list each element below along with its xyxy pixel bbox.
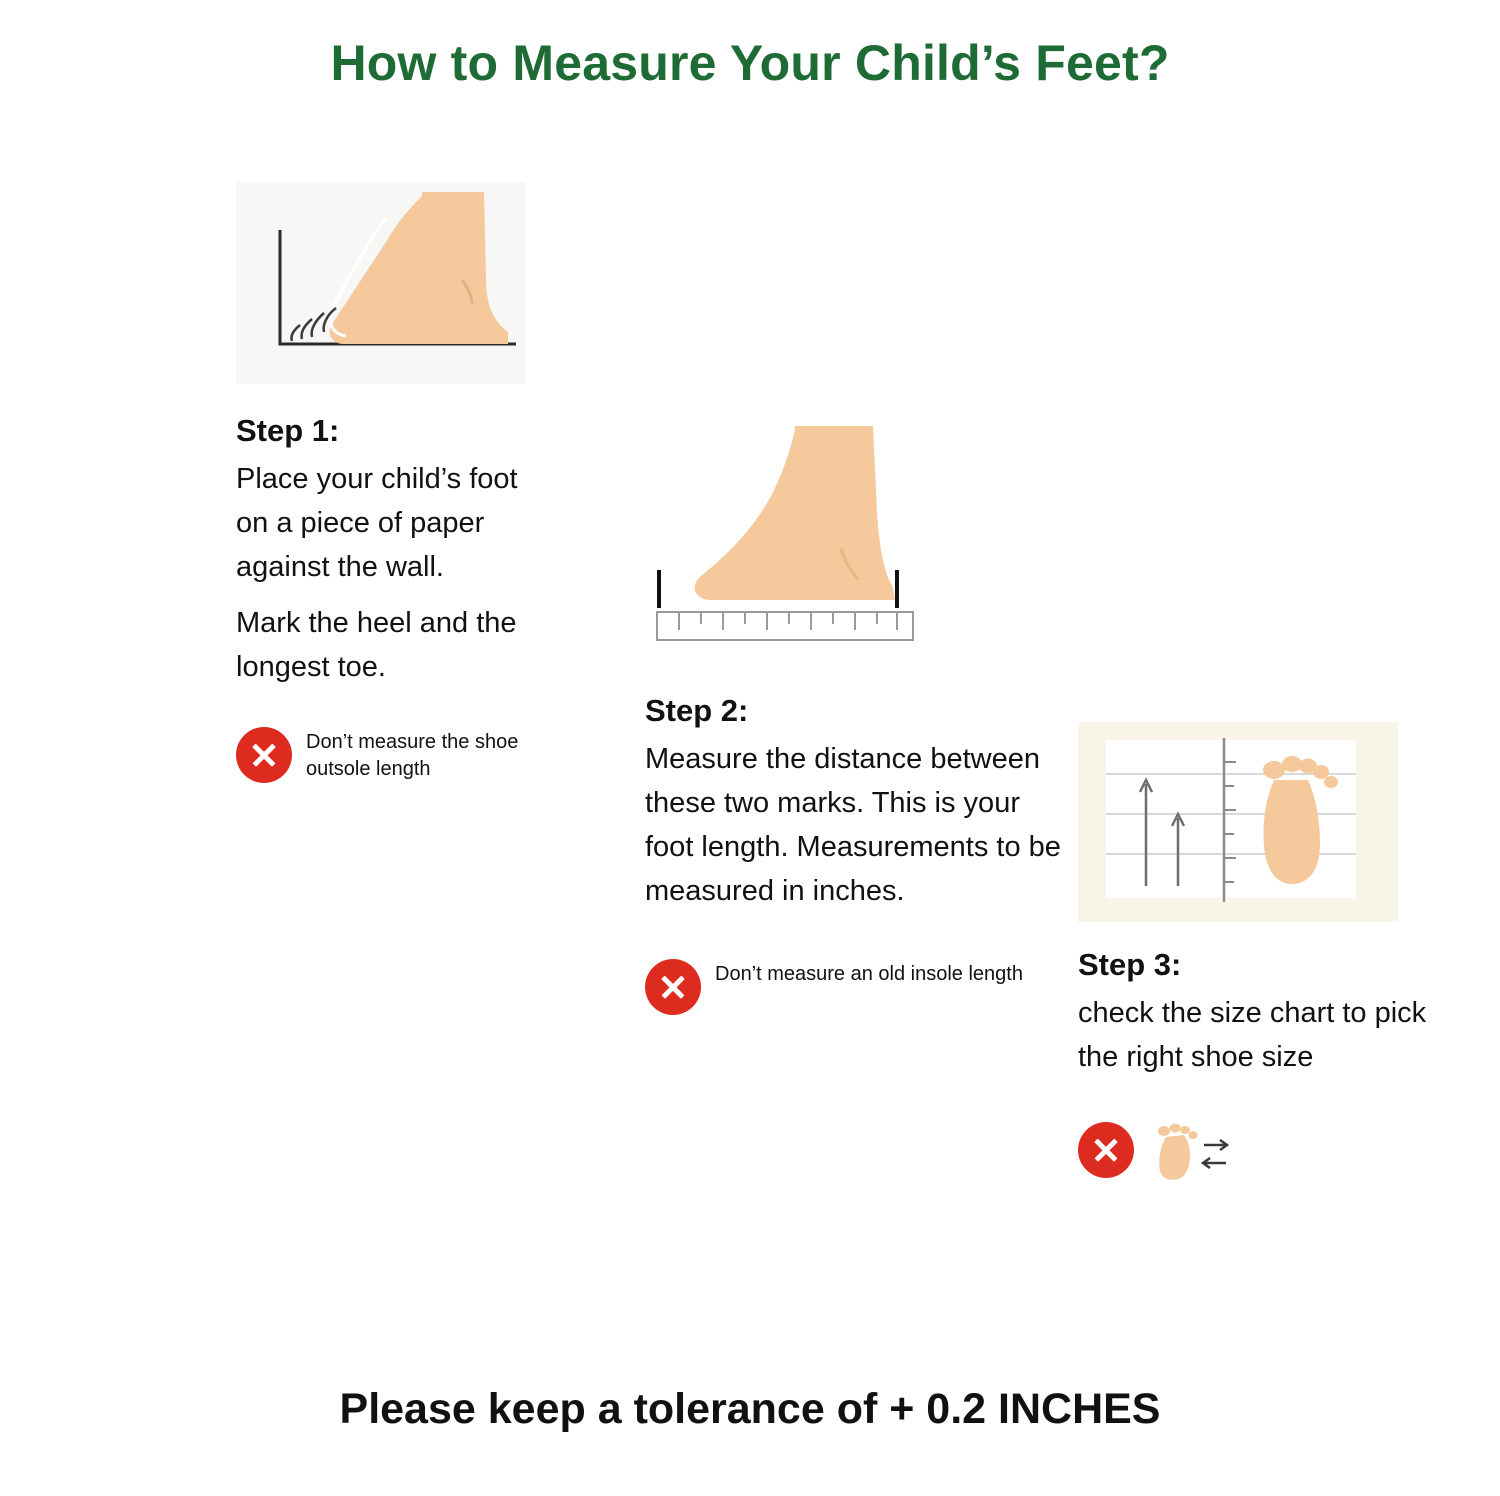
step-1-line-2: Mark the heel and the longest toe. [236,606,517,684]
step-3-body [1078,991,1438,1079]
step-1-warning-text: Don’t measure the shoe outsole length [306,731,519,780]
red-x-icon [1078,1122,1134,1178]
step-2-block [645,420,1075,1015]
step-1-line-1: Place your child’s foot on a piece of paper against the wall. [236,462,518,583]
step-3-text [1078,946,1438,1079]
step-1-block [236,182,566,783]
step-2-warning [645,959,1075,1015]
step-3-line-1: check the size chart to pick the right shoe size [1078,996,1427,1073]
step-1-heading: Step 1: [236,413,340,448]
step-2-body [645,737,1075,913]
step-3-block [1078,722,1438,1183]
foot-side-against-wall-icon [236,182,526,384]
footprint-on-chart-icon [1078,722,1398,922]
step-1-warning [236,727,566,783]
step-2-text [645,692,1075,913]
step-1-body [236,457,556,689]
red-x-icon [645,959,701,1015]
step-3-heading: Step 3: [1078,947,1182,982]
step-3-warning [1078,1117,1438,1183]
tolerance-note: Please keep a tolerance of + 0.2 INCHES [339,1385,1161,1433]
foot-on-ruler-icon [645,420,975,670]
page-title: How to Measure Your Child’s Feet? [330,35,1170,91]
step-2-warning-text: Don’t measure an old insole length [715,963,1023,986]
step-2-line-1: Measure the distance between these two marks. This is your foot length. Measurements to be measured in inches. [645,742,1061,907]
red-x-icon [236,727,292,783]
footprint-arrows-icon [1148,1117,1238,1183]
step-1-text [236,412,556,689]
step-2-heading: Step 2: [645,693,749,728]
